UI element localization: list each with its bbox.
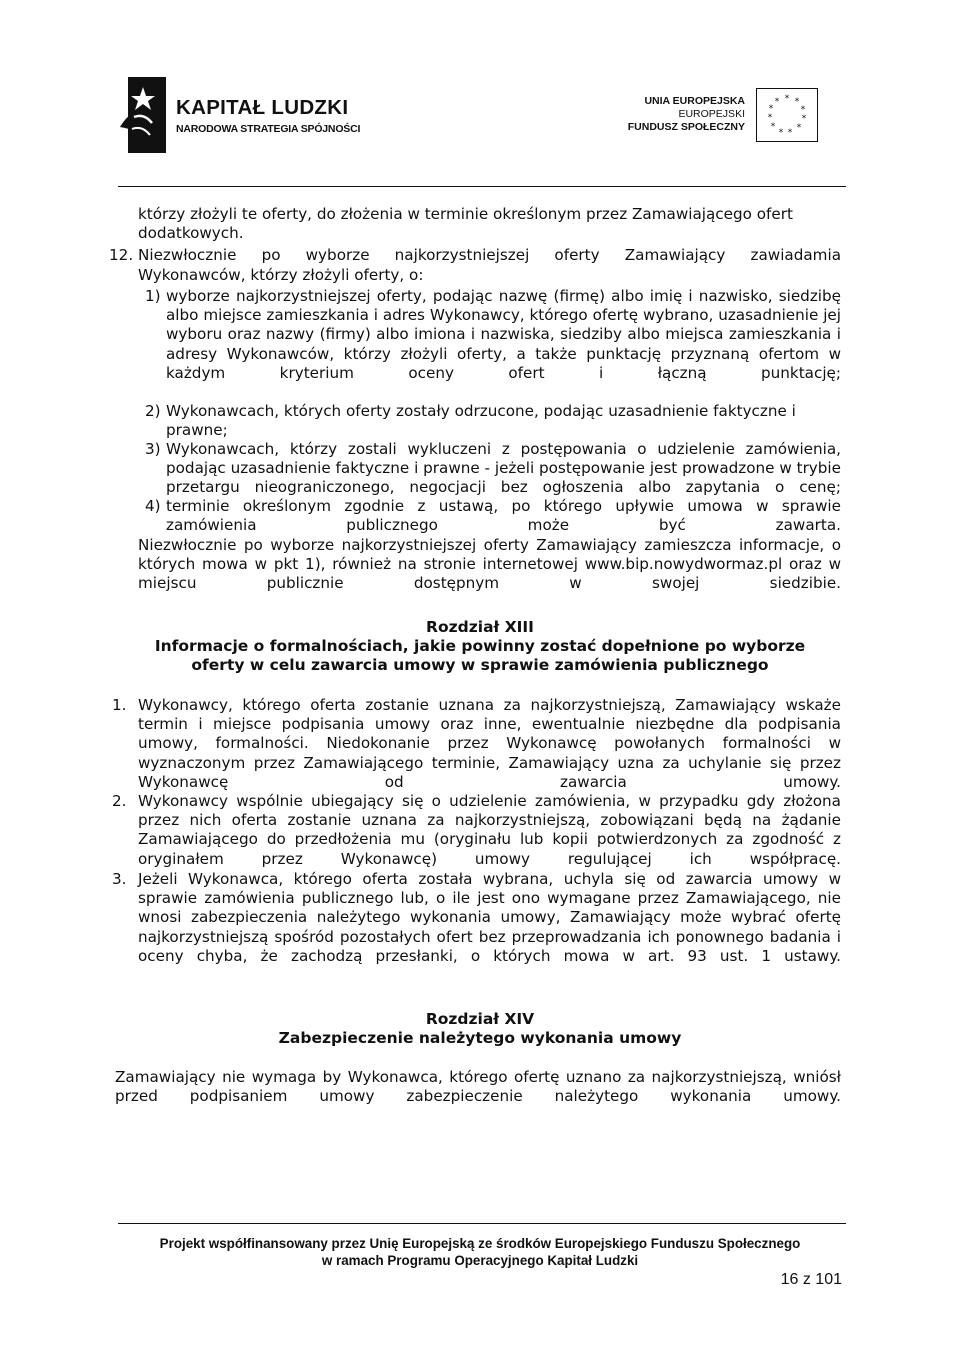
eu-flag-icon [756,88,818,142]
svg-text:*: * [767,113,773,123]
sub-item-4-number: 4) [145,497,161,515]
chapter-13-item-2-number: 2. [112,792,127,810]
header-divider [118,186,846,187]
chapter-14-title: Rozdział XIV [425,1010,535,1028]
eu-label-union: UNIA EUROPEJSKA [644,95,745,107]
footer-divider [118,1223,846,1224]
kapital-ludzki-title: KAPITAŁ LUDZKI [176,96,349,119]
chapter-14-subtitle: Zabezpieczenie należytego wykonania umowy [278,1029,682,1047]
sub-item-3-number: 3) [145,440,161,458]
sub-item-4-text: terminie określonym zgodnie z ustawą, po którego upływie umowa w sprawie zamówienia publicznego może być zawarta. [166,497,841,535]
page-number: 16 z 101 [780,1271,842,1288]
kapital-ludzki-logo-icon [118,77,166,153]
item-12-number: 12. [109,246,134,264]
chapter-14-text: Zamawiający nie wymaga by Wykonawca, którego ofertę uznano za najkorzystniejszą, wniósł przed podpisaniem umowy zabezpieczenie należytego wykonania umowy. [115,1068,841,1106]
item-12-line-1: Niezwłocznie po wyborze najkorzystniejszej oferty Zamawiający zawiadamia [138,246,841,264]
svg-text:*: * [796,123,802,133]
chapter-13-item-2-text: Wykonawcy wspólnie ubiegający się o udzielenie zamówienia, w przypadku gdy złożona przez nich oferta zostanie uznana za najkorzystniejszą, zobowiązani będą na żądanie Zamawiającego do przedłożenia mu (oryginału lub kopii potwierdzonych za zgodność z oryginałem przez Wykonawcę) umowy regulującej ich współpracę. [138,792,841,868]
sub-item-2-number: 2) [145,402,161,420]
continuation-line-1: którzy złożyli te oferty, do złożenia w terminie określonym przez Zamawiającego ofert [138,205,793,223]
chapter-13-item-3-text: Jeżeli Wykonawca, którego oferta została wybrana, uchyla się od zawarcia umowy w sprawie zamówienia publicznego lub, o ile jest ono wymagane przez Zamawiającego, nie wnosi zabezpieczenia należytego wykonania umowy, Zamawiający może wybrać ofertę najkorzystniejszą spośród pozostałych ofert bez przeprowadzania ich ponownego badania i oceny chyba, że zachodzą przesłanki, o których mowa w art. 93 ust. 1 ustawy. [138,870,841,965]
svg-text:*: * [800,105,806,115]
svg-text:*: * [778,128,784,138]
svg-text:*: * [787,128,793,138]
svg-text:*: * [801,114,807,124]
eu-label-fund: EUROPEJSKI [678,108,745,120]
svg-text:*: * [770,122,776,132]
chapter-13-item-1-number: 1. [112,696,127,714]
footer-line-2: w ramach Programu Operacyjnego Kapitał Ludzki [321,1253,639,1268]
chapter-13-item-3-number: 3. [112,870,127,888]
kapital-ludzki-subtitle: NARODOWA STRATEGIA SPÓJNOŚCI [176,123,361,135]
chapter-13-item-1-text: Wykonawcy, którego oferta zostanie uznana za najkorzystniejszą, Zamawiający wskaże termin i miejsce podpisania umowy oraz inne, ewentualnie niezbędne dla podpisania umowy, formalności. Niedokonanie przez Wykonawcę powołanych formalności w wyznaczonym przez Zamawiającego terminie, Zamawiający uzna za uchylanie się przez Wykonawcę od zawarcia umowy. [138,696,841,791]
sub-item-2-text: Wykonawcach, których oferty zostały odrzucone, podając uzasadnienie faktyczne i prawne; [166,402,796,440]
item-12-line-2: Wykonawców, którzy złożyli oferty, o: [138,266,424,284]
chapter-13-subtitle-1: Informacje o formalnościach, jakie powinny zostać dopełnione po wyborze [154,637,806,655]
chapter-13-subtitle-2: oferty w celu zawarcia umowy w sprawie zamówienia publicznego [191,656,769,674]
eu-label-social: FUNDUSZ SPOŁECZNY [627,121,745,133]
sub-item-1-text: wyborze najkorzystniejszej oferty, podając nazwę (firmę) albo imię i nazwisko, siedzibę albo miejsce zamieszkania i adres Wykonawcy, którego ofertę wybrano, uzasadnienie jej wyboru oraz nazwy (firmy) albo imiona i nazwiska, siedziby albo miejsca zamieszkania i adresy Wykonawców, którzy złożyli oferty, a także punktację przyznaną ofertom w każdym kryterium oceny ofert i łączną punktację; [166,287,841,382]
svg-text:*: * [784,94,790,104]
svg-text:*: * [774,97,780,107]
svg-text:*: * [768,104,774,114]
continuation-line-2: dodatkowych. [138,224,244,242]
sub-item-1-number: 1) [145,287,161,305]
sub-item-3-text: Wykonawcach, którzy zostali wykluczeni z postępowania o udzielenie zamówienia, podając uzasadnienie faktyczne i prawne - jeżeli postępowanie jest prowadzone w trybie przetargu nieograniczonego, negocjacji bez ogłoszenia albo zapytania o cenę; [166,440,841,497]
svg-text:*: * [794,97,800,107]
item-12-closing: Niezwłocznie po wyborze najkorzystniejszej oferty Zamawiający zamieszcza informacje, o których mowa w pkt 1), również na stronie internetowej www.bip.nowydwormaz.pl oraz w miejscu publicznie dostępnym w swojej siedzibie. [138,536,841,593]
chapter-13-title: Rozdział XIII [426,618,534,636]
footer-line-1: Projekt współfinansowany przez Unię Europejską ze środków Europejskiego Funduszu Społecznego [159,1236,801,1251]
